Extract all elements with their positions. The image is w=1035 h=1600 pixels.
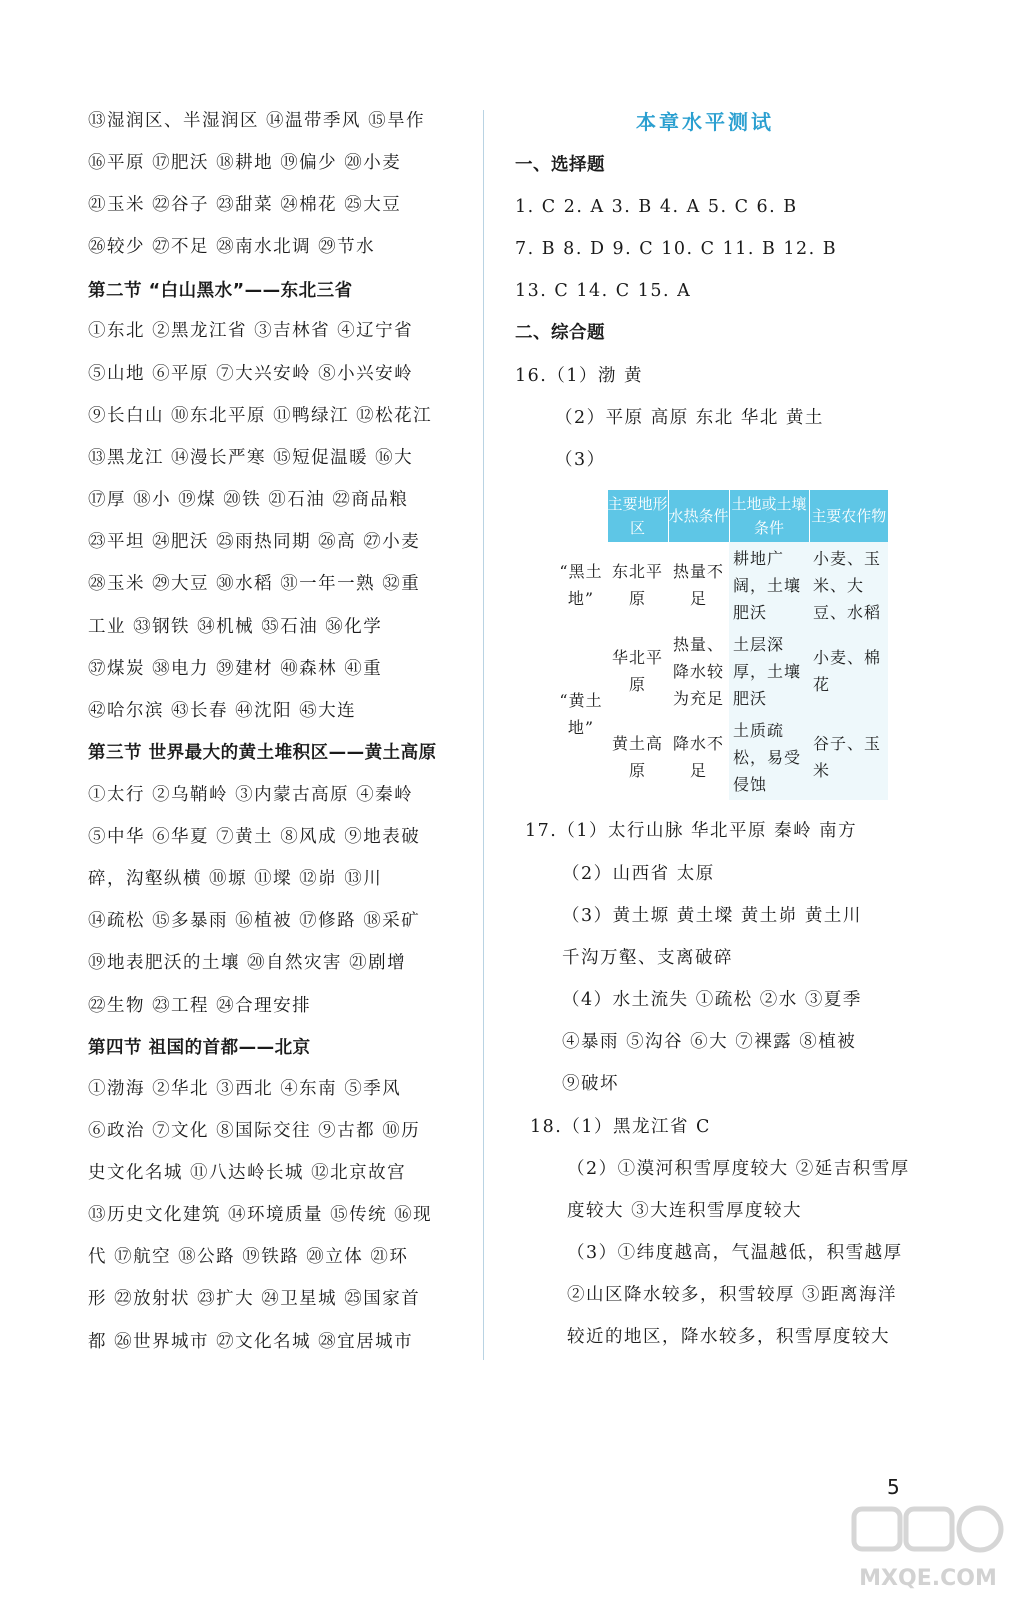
answer-line: （3） <box>555 450 606 470</box>
section-heading: 第二节 “白山黑水”——东北三省 <box>88 281 353 301</box>
section-heading: 第四节 祖国的首都——北京 <box>88 1038 311 1058</box>
answer-line: 18.（1）黑龙江省 C <box>530 1117 711 1137</box>
answer-line: ⑨破坏 <box>562 1074 619 1094</box>
table-cell-region: 黄土高原 <box>611 734 663 780</box>
answer-line: 千沟万壑、支离破碎 <box>562 948 733 968</box>
answer-line: 较近的地区，降水较多，积雪厚度较大 <box>567 1327 890 1347</box>
answer-line: ㉘玉米 ㉙大豆 ㉚水稻 ㉛一年一熟 ㉜重 <box>88 574 421 594</box>
yellow-soil-label: “黄土地” <box>559 691 603 737</box>
answer-line: ①太行 ②乌鞘岭 ③内蒙古高原 ④秦岭 <box>88 785 414 805</box>
table-cell-soil: 耕地广阔，土壤肥沃 <box>729 542 809 628</box>
answer-line: ⑬历史文化建筑 ⑭环境质量 ⑮传统 ⑯现 <box>88 1205 433 1225</box>
section-heading: 第三节 世界最大的黄土堆积区——黄土高原 <box>88 743 437 763</box>
table-header-row <box>555 490 888 542</box>
answer-line: ㉒生物 ㉓工程 ㉔合理安排 <box>88 996 312 1016</box>
answer-line: ⑨长白山 ⑩东北平原 ⑪鸭绿江 ⑫松花江 <box>88 406 433 426</box>
table-cell-water-heat: 降水不足 <box>672 734 724 780</box>
answer-line: 碎，沟壑纵横 ⑩塬 ⑪墚 ⑫峁 ⑬川 <box>88 869 383 889</box>
answer-line: （2）山西省 太原 <box>562 864 715 884</box>
answer-line: ⑥政治 ⑦文化 ⑧国际交往 ⑨古都 ⑩历 <box>88 1121 421 1141</box>
table-cell-region: 东北平原 <box>611 562 663 608</box>
answer-line: ①渤海 ②华北 ③西北 ④东南 ⑤季风 <box>88 1079 402 1099</box>
answer-line: ⑬湿润区、半湿润区 ⑭温带季风 ⑮旱作 <box>88 111 426 131</box>
table-cell-water-heat: 热量不足 <box>672 562 724 608</box>
answer-line: （4）水土流失 ①疏松 ②水 ③夏季 <box>562 990 862 1010</box>
answer-line: （3）①纬度越高，气温越低，积雪越厚 <box>567 1243 903 1263</box>
table-header-water-heat: 水热条件 <box>668 490 729 542</box>
answer-line: ⑰厚 ⑱小 ⑲煤 ⑳铁 ㉑石油 ㉒商品粮 <box>88 490 409 510</box>
table-cell-crops: 谷子、玉米 <box>809 714 888 800</box>
watermark-logo <box>848 1505 1008 1595</box>
answer-line: （2）平原 高原 东北 华北 黄土 <box>555 408 824 428</box>
answer-line: 度较大 ③大连积雪厚度较大 <box>567 1201 803 1221</box>
answer-line: 16.（1）渤 黄 <box>515 366 644 386</box>
answer-line: ⑲地表肥沃的土壤 ⑳自然灾害 ㉑剧增 <box>88 953 407 973</box>
table-cell-water-heat: 热量、降水较为充足 <box>672 634 724 708</box>
section-heading: 一、选择题 <box>515 155 605 175</box>
answer-line: 1. C 2. A 3. B 4. A 5. C 6. B <box>515 197 798 217</box>
table-header-blank <box>555 490 607 542</box>
answer-line: 7. B 8. D 9. C 10. C 11. B 12. B <box>515 239 838 259</box>
answer-line: 代 ⑰航空 ⑱公路 ⑲铁路 ⑳立体 ㉑环 <box>88 1247 409 1267</box>
table-header-crops: 主要农作物 <box>809 490 888 542</box>
answer-line: ⑯平原 ⑰肥沃 ⑱耕地 ⑲偏少 ⑳小麦 <box>88 153 402 173</box>
table-cell-crops: 小麦、棉花 <box>809 628 888 714</box>
table-row <box>555 542 888 628</box>
answer-line: ㊷哈尔滨 ㊸长春 ㊹沈阳 ㊺大连 <box>88 701 357 721</box>
answer-line: ⑤中华 ⑥华夏 ⑦黄土 ⑧风成 ⑨地表破 <box>88 827 421 847</box>
answer-line: 都 ㉖世界城市 ㉗文化名城 ㉘宜居城市 <box>88 1332 414 1352</box>
table-cell-region: 华北平原 <box>611 648 663 694</box>
chapter-test-title: 本章水平测试 <box>636 110 774 134</box>
answer-line: ⑬黑龙江 ⑭漫长严寒 ⑮短促温暖 ⑯大 <box>88 448 414 468</box>
table-header-soil: 土地或土壤条件 <box>729 490 809 542</box>
answer-line: ⑭疏松 ⑮多暴雨 ⑯植被 ⑰修路 ⑱采矿 <box>88 911 421 931</box>
agriculture-table <box>555 490 888 800</box>
answer-line: 17.（1）太行山脉 华北平原 秦岭 南方 <box>525 821 858 841</box>
answer-line: （3）黄土塬 黄土墚 黄土峁 黄土川 <box>562 906 862 926</box>
watermark-text: MXQE.COM <box>859 1566 997 1591</box>
answer-line: 形 ㉒放射状 ㉓扩大 ㉔卫星城 ㉕国家首 <box>88 1289 421 1309</box>
table-cell-crops: 小麦、玉米、大豆、水稻 <box>809 542 888 628</box>
answer-line: 史文化名城 ⑪八达岭长城 ⑫北京故宫 <box>88 1163 407 1183</box>
answer-line: ①东北 ②黑龙江省 ③吉林省 ④辽宁省 <box>88 321 414 341</box>
black-soil-label: “黑土地” <box>559 562 603 608</box>
table-header-region: 主要地形区 <box>607 490 668 542</box>
answer-line: ㉖较少 ㉗不足 ㉘南水北调 ㉙节水 <box>88 237 376 257</box>
answer-line: ㉑玉米 ㉒谷子 ㉓甜菜 ㉔棉花 ㉕大豆 <box>88 195 402 215</box>
table-cell-soil: 土质疏松，易受侵蚀 <box>729 714 809 800</box>
table-cell-soil: 土层深厚，土壤肥沃 <box>729 628 809 714</box>
answer-line: 工业 ㉝钢铁 ㉞机械 ㉟石油 ㊱化学 <box>88 617 383 637</box>
page-number: 5 <box>887 1475 900 1499</box>
answer-line: ㊲煤炭 ㊳电力 ㊴建材 ㊵森林 ㊶重 <box>88 659 383 679</box>
answer-line: ⑤山地 ⑥平原 ⑦大兴安岭 ⑧小兴安岭 <box>88 364 414 384</box>
answer-line: ②山区降水较多，积雪较厚 ③距离海洋 <box>567 1285 898 1305</box>
answer-line: ④暴雨 ⑤沟谷 ⑥大 ⑦裸露 ⑧植被 <box>562 1032 857 1052</box>
column-divider <box>483 110 484 1360</box>
answer-line: ㉓平坦 ㉔肥沃 ㉕雨热同期 ㉖高 ㉗小麦 <box>88 532 421 552</box>
section-heading: 二、综合题 <box>515 323 605 343</box>
answer-line: 13. C 14. C 15. A <box>515 281 692 301</box>
answer-line: （2）①漠河积雪厚度较大 ②延吉积雪厚 <box>567 1159 910 1179</box>
table-row <box>555 628 888 714</box>
